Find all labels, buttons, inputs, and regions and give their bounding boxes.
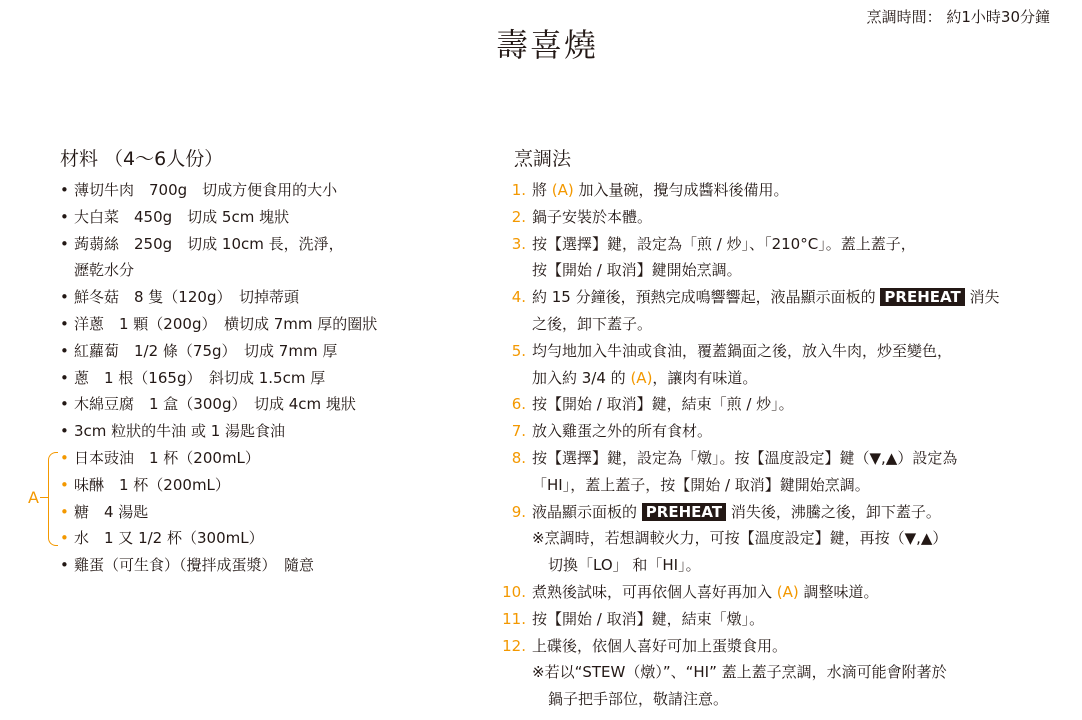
bullet-icon: • [60, 341, 69, 360]
step-number: 6. [511, 395, 526, 414]
method-step: 11. 按【開始 / 取消】鍵，結束「燉」。 [500, 606, 1075, 633]
ingredient-item: • 蒟蒻絲 250g 切成 10cm 長，洗淨， 瀝乾水分 [60, 231, 500, 285]
bullet-icon: • [60, 181, 69, 199]
sauce-group-bracket-notch [40, 497, 49, 498]
ingredient-item: • 薄切牛肉 700g 切成方便食用的大小 [60, 177, 500, 204]
sauce-ingredient-item: • 味醂 1 杯（200mL） [60, 472, 500, 499]
method-step: 5. 均勻地加入牛油或食油，覆蓋鍋面之後，放入牛肉，炒至變色， 加入約 3/4 的 (A)，讓肉有味道。 [500, 338, 1075, 392]
method-step: 9. 液晶顯示面板的 PREHEAT 消失後，沸騰之後，卸下蓋子。 ※烹調時，若想調較火力，可按【溫度設定】鍵，再按（▼,▲） 切換「LO」 和「HI」。 [500, 499, 1075, 579]
method-step: 1. 將 (A) 加入量碗，攪勻成醬料後備用。 [500, 177, 1075, 204]
step-number: 1. [511, 181, 526, 199]
bullet-icon: • [60, 368, 69, 387]
bullet-icon: • [60, 207, 69, 226]
step-number: 11. [502, 609, 526, 628]
bullet-icon: • [60, 475, 69, 494]
cook-time: 烹調時間： 約1小時30分鐘 [866, 8, 1050, 26]
step-note: ※烹調時，若想調較火力，可按【溫度設定】鍵，再按（▼,▲） [532, 529, 948, 548]
step-note-continued: 切換「LO」 和「HI」。 [548, 556, 701, 575]
step-number: 12. [502, 636, 526, 655]
method-step: 10. 煮熟後試味，可再依個人喜好再加入 (A) 調整味道。 [500, 579, 1075, 606]
step-number: 10. [502, 582, 526, 601]
sauce-group-label: A [28, 488, 39, 507]
step-number: 5. [511, 341, 526, 360]
step-note: ※若以“STEW（燉）”、“HI” 蓋上蓋子烹調，水滴可能會附著於 [532, 663, 947, 682]
ingredient-item: • 洋蔥 1 顆（200g） 横切成 7mm 厚的圈狀 [60, 311, 500, 338]
bullet-icon: • [60, 422, 69, 441]
bullet-icon: • [60, 529, 69, 548]
step-number: 9. [511, 502, 526, 521]
step-number: 4. [511, 288, 526, 307]
sauce-ingredient-item: • 日本豉油 1 杯（200mL） [60, 445, 500, 472]
ingredient-item: • 木綿豆腐 1 盒（300g） 切成 4cm 塊狀 [60, 391, 500, 418]
bullet-icon: • [60, 556, 69, 575]
ingredient-item: • 3cm 粒狀的牛油 或 1 湯匙食油 [60, 418, 500, 445]
bullet-icon: • [60, 234, 69, 253]
ingredient-item: • 雞蛋（可生食）（攪拌成蛋漿） 隨意 [60, 552, 500, 579]
bullet-icon: • [60, 288, 69, 307]
sauce-group-bracket [48, 452, 58, 546]
sauce-ingredient-item: • 水 1 又 1/2 杯（300mL） [60, 525, 500, 552]
bullet-icon: • [60, 395, 69, 414]
method-step: 8. 按【選擇】鍵，設定為「燉」。按【溫度設定】鍵（▼,▲）設定為 「HI」，蓋上蓋子，按【開始 / 取消】鍵開始烹調。 [500, 445, 1075, 499]
bullet-icon: • [60, 448, 69, 467]
ingredient-item: • 紅蘿蔔 1/2 條（75g） 切成 7mm 厚 [60, 338, 500, 365]
step-number: 2. [511, 207, 526, 226]
method-step: 6. 按【開始 / 取消】鍵，結束「煎 / 炒」。 [500, 391, 1075, 418]
bullet-icon: • [60, 502, 69, 521]
step-number: 8. [511, 448, 526, 467]
step-number: 3. [511, 234, 526, 253]
method-step: 12. 上碟後，依個人喜好可加上蛋漿食用。 ※若以“STEW（燉）”、“HI” 蓋上蓋子烹調，水滴可能會附著於 鍋子把手部位，敬請注意。 [500, 633, 1075, 713]
step-number: 7. [511, 422, 526, 441]
lcd-preheat-indicator: PREHEAT [642, 503, 726, 521]
lcd-preheat-indicator: PREHEAT [880, 288, 964, 306]
page-title: 壽喜燒 [496, 26, 599, 64]
ingredient-item: • 蔥 1 根（165g） 斜切成 1.5cm 厚 [60, 365, 500, 392]
ingredient-item: • 鮮冬菇 8 隻（120g） 切掉蒂頭 [60, 284, 500, 311]
sauce-ref: (A) [630, 368, 653, 387]
bullet-icon: • [60, 314, 69, 333]
step-note-continued: 鍋子把手部位，敬請注意。 [548, 690, 729, 709]
sauce-ref: (A) [551, 181, 574, 199]
ingredients-list [60, 177, 500, 579]
method-step: 4. 約 15 分鐘後，預熱完成鳴響響起，液晶顯示面板的 PREHEAT 消失 之後，卸下蓋子。 [500, 284, 1075, 338]
method-heading: 烹調法 [514, 148, 572, 170]
sauce-ref: (A) [776, 582, 799, 601]
ingredients-heading: 材料 （4～6人份） [60, 148, 224, 170]
method-steps [500, 177, 1075, 713]
sauce-ingredient-item: • 糖 4 湯匙 [60, 499, 500, 526]
method-step: 2. 鍋子安裝於本體。 [500, 204, 1075, 231]
method-step: 7. 放入雞蛋之外的所有食材。 [500, 418, 1075, 445]
ingredient-item: • 大白菜 450g 切成 5cm 塊狀 [60, 204, 500, 231]
method-step: 3. 按【選擇】鍵，設定為「煎 / 炒」、「210°C」。蓋上蓋子， 按【開始 / 取消】鍵開始烹調。 [500, 231, 1075, 285]
